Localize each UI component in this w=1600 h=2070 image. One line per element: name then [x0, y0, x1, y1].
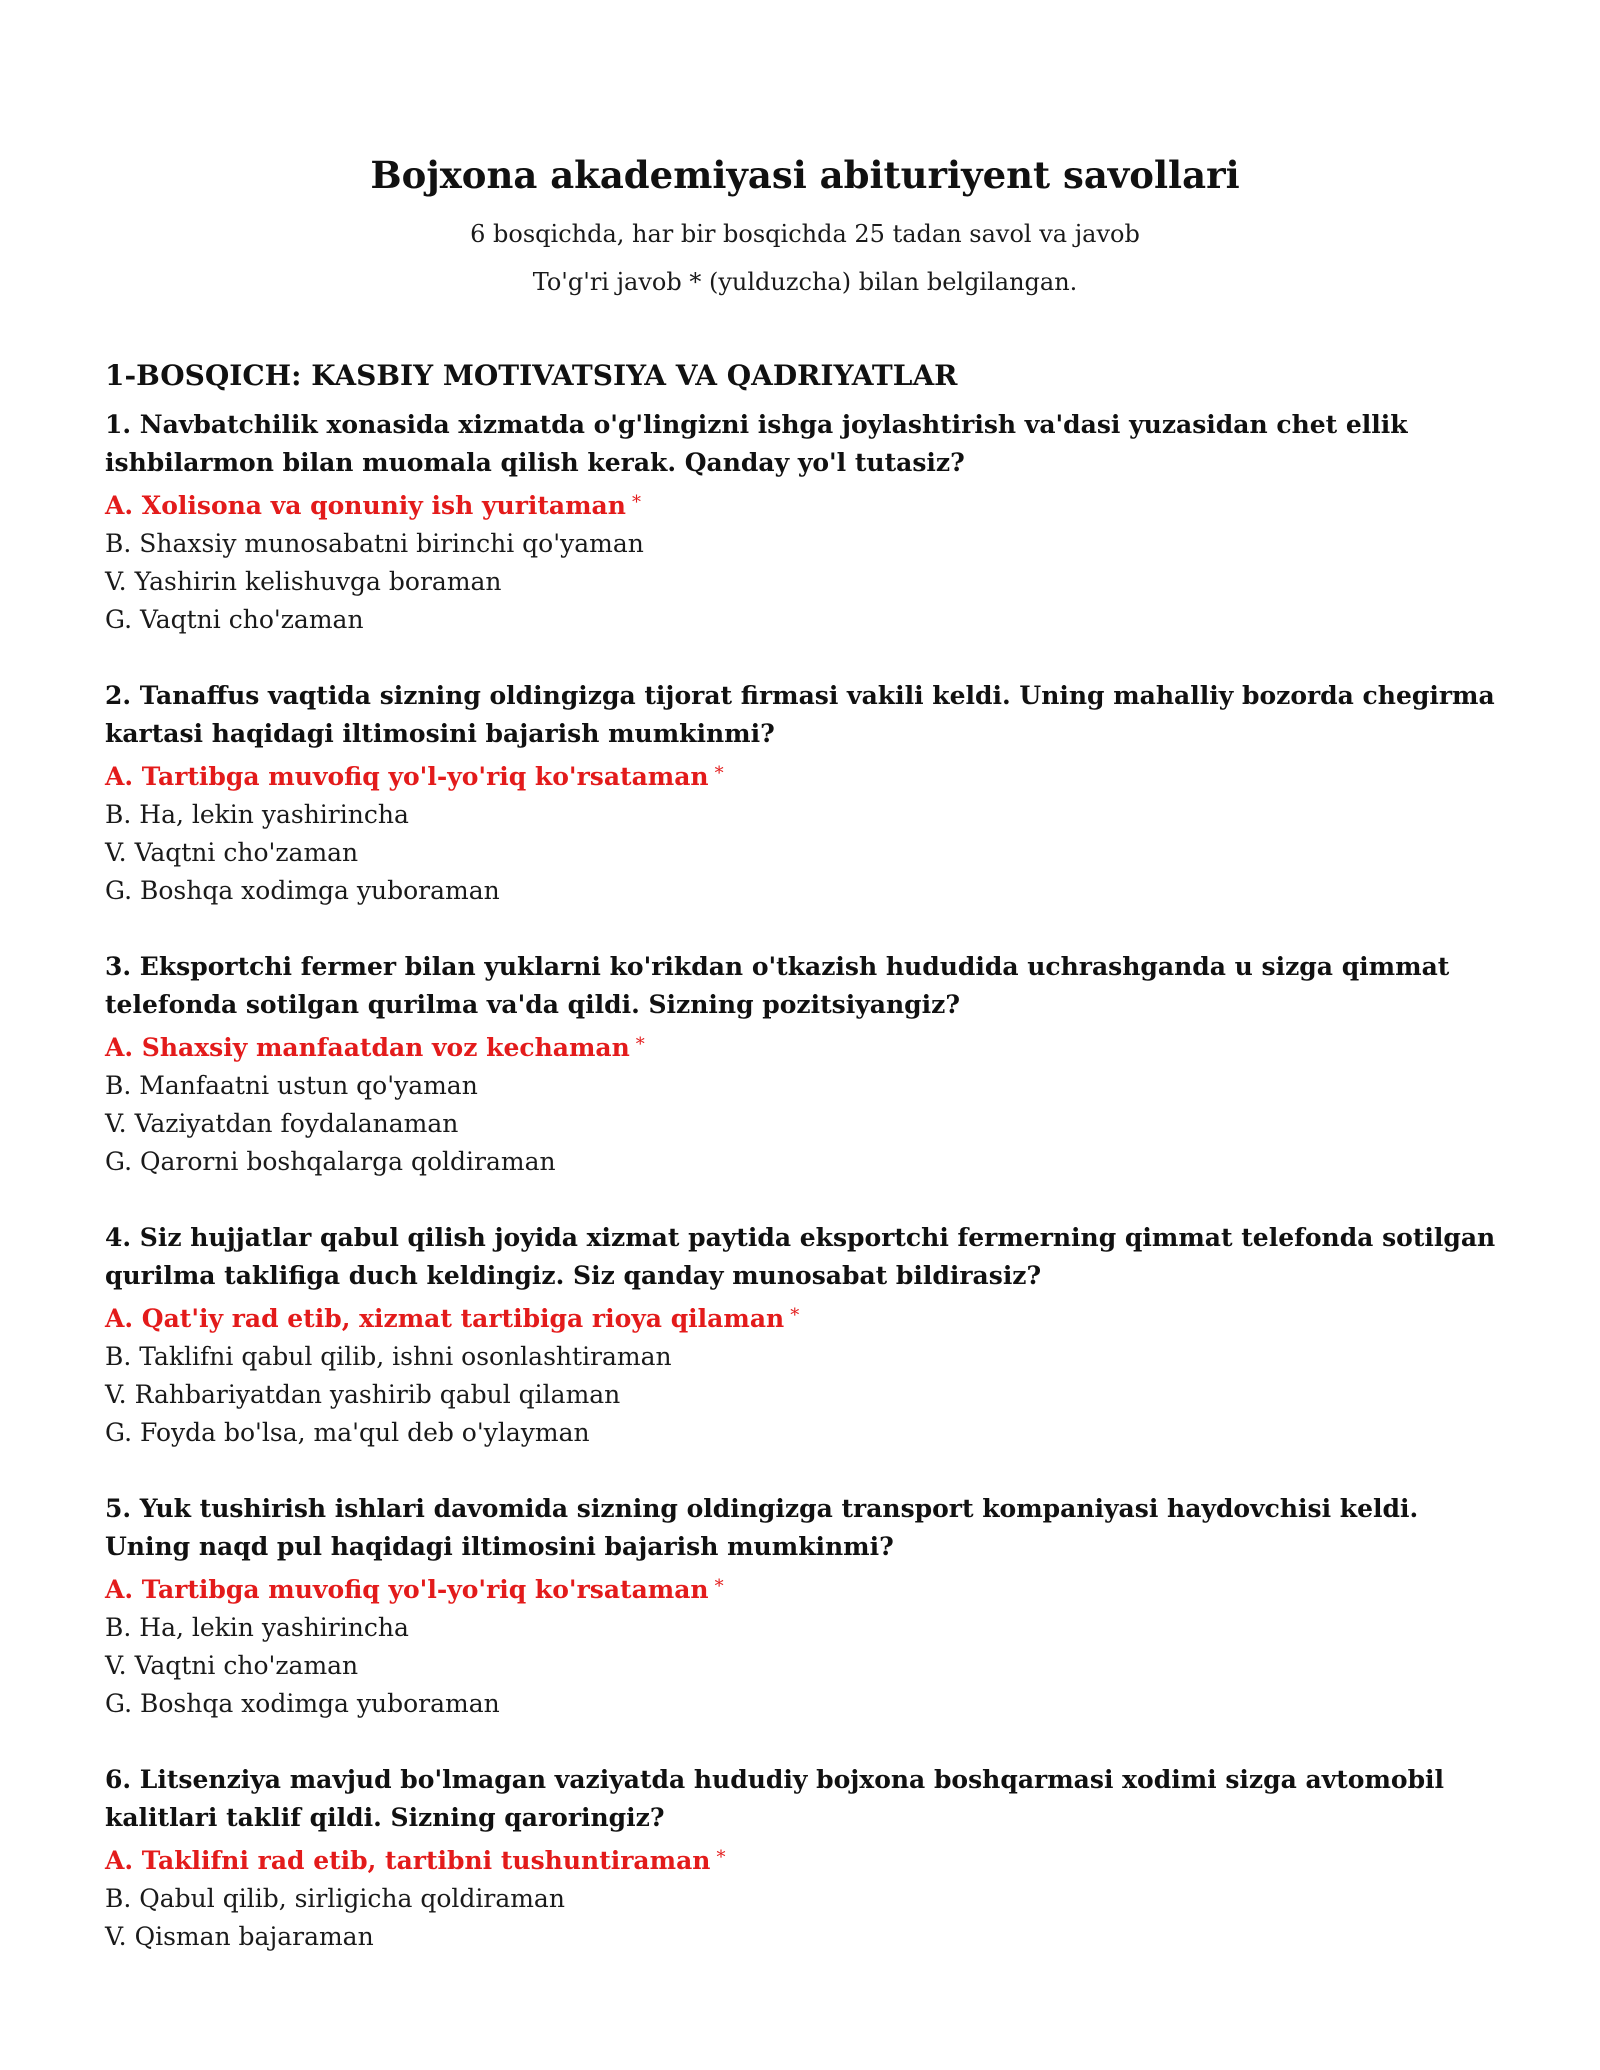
question-1: [105, 406, 1505, 639]
answer-option: G. Foyda bo'lsa, ma'qul deb o'ylayman: [105, 1418, 590, 1447]
document-note: To'g'ri javob * (yulduzcha) bilan belgilangan.: [532, 268, 1078, 296]
document-page: [105, 148, 1505, 1956]
question-3: [105, 948, 1505, 1181]
correct-answer: [105, 1026, 1505, 1067]
section-title: 1-BOSQICH: KASBIY MOTIVATSIYA VA QADRIYATLAR: [105, 359, 958, 392]
answer-label: A. Shaxsiy manfaatdan voz kechaman: [105, 1033, 630, 1062]
answer-option: V. Rahbariyatdan yashirib qabul qilaman: [105, 1380, 621, 1409]
correct-mark: *: [631, 492, 641, 513]
question-4: [105, 1219, 1505, 1452]
correct-answer: [105, 1568, 1505, 1609]
answer-option: B. Ha, lekin yashirincha: [105, 800, 409, 829]
answer-label: A. Xolisona va qonuniy ish yuritaman: [105, 491, 626, 520]
answer-option: V. Vaqtni cho'zaman: [105, 1651, 359, 1680]
answer-option: V. Vaziyatdan foydalanaman: [105, 1109, 459, 1138]
answer-label: A. Tartibga muvofiq yo'l-yo'riq ko'rsataman: [105, 1575, 709, 1604]
question-text: 3. Eksportchi fermer bilan yuklarni ko'rikdan o'tkazish hududida uchrashganda u sizga qimmat telefonda sotilgan qurilma va'da qildi. Sizning pozitsiyangiz?: [105, 952, 1450, 1019]
answer-option: B. Taklifni qabul qilib, ishni osonlashtiraman: [105, 1342, 672, 1371]
document-subtitle: 6 bosqichda, har bir bosqichda 25 tadan savol va javob: [470, 220, 1140, 248]
correct-answer: [105, 1839, 1505, 1880]
question-text: 4. Siz hujjatlar qabul qilish joyida xizmat paytida eksportchi fermerning qimmat telefonda sotilgan qurilma taklifiga duch keldingiz. Siz qanday munosabat bildirasiz?: [105, 1223, 1496, 1290]
question-2: [105, 677, 1505, 910]
answer-option: B. Shaxsiy munosabatni birinchi qo'yaman: [105, 529, 644, 558]
answer-option: B. Qabul qilib, sirligicha qoldiraman: [105, 1884, 565, 1913]
question-text: 5. Yuk tushirish ishlari davomida sizning oldingizga transport kompaniyasi haydovchisi keldi. Uning naqd pul haqidagi iltimosini bajarish mumkinmi?: [105, 1494, 1419, 1561]
correct-mark: *: [635, 1034, 645, 1055]
correct-mark: *: [714, 1576, 724, 1597]
question-6: [105, 1761, 1505, 1956]
answer-option: V. Yashirin kelishuvga boraman: [105, 567, 502, 596]
answer-label: A. Taklifni rad etib, tartibni tushuntiraman: [105, 1846, 711, 1875]
correct-mark: *: [714, 763, 724, 784]
answer-option: G. Boshqa xodimga yuboraman: [105, 1689, 500, 1718]
answer-option: G. Boshqa xodimga yuboraman: [105, 876, 500, 905]
correct-answer: [105, 755, 1505, 796]
answer-option: B. Manfaatni ustun qo'yaman: [105, 1071, 478, 1100]
answer-option: V. Qisman bajaraman: [105, 1922, 374, 1951]
answer-option: B. Ha, lekin yashirincha: [105, 1613, 409, 1642]
correct-answer: [105, 484, 1505, 525]
document-title: Bojxona akademiyasi abituriyent savollari: [370, 153, 1240, 197]
answer-option: G. Qarorni boshqalarga qoldiraman: [105, 1147, 556, 1176]
answer-option: G. Vaqtni cho'zaman: [105, 605, 364, 634]
question-5: [105, 1490, 1505, 1723]
answer-label: A. Tartibga muvofiq yo'l-yo'riq ko'rsataman: [105, 762, 709, 791]
question-text: 2. Tanaffus vaqtida sizning oldingizga tijorat firmasi vakili keldi. Uning mahalliy bozorda chegirma kartasi haqidagi iltimosini bajarish mumkinmi?: [105, 681, 1495, 748]
correct-mark: *: [790, 1305, 800, 1326]
question-text: 6. Litsenziya mavjud bo'lmagan vaziyatda hududiy bojxona boshqarmasi xodimi sizga avtomobil kalitlari taklif qildi. Sizning qaroringiz?: [105, 1765, 1445, 1832]
answer-label: A. Qat'iy rad etib, xizmat tartibiga rioya qilaman: [105, 1304, 785, 1333]
question-text: 1. Navbatchilik xonasida xizmatda o'g'lingizni ishga joylashtirish va'dasi yuzasidan chet ellik ishbilarmon bilan muomala qilish kerak. Qanday yo'l tutasiz?: [105, 410, 1408, 477]
answer-option: V. Vaqtni cho'zaman: [105, 838, 359, 867]
correct-answer: [105, 1297, 1505, 1338]
correct-mark: *: [716, 1847, 726, 1868]
